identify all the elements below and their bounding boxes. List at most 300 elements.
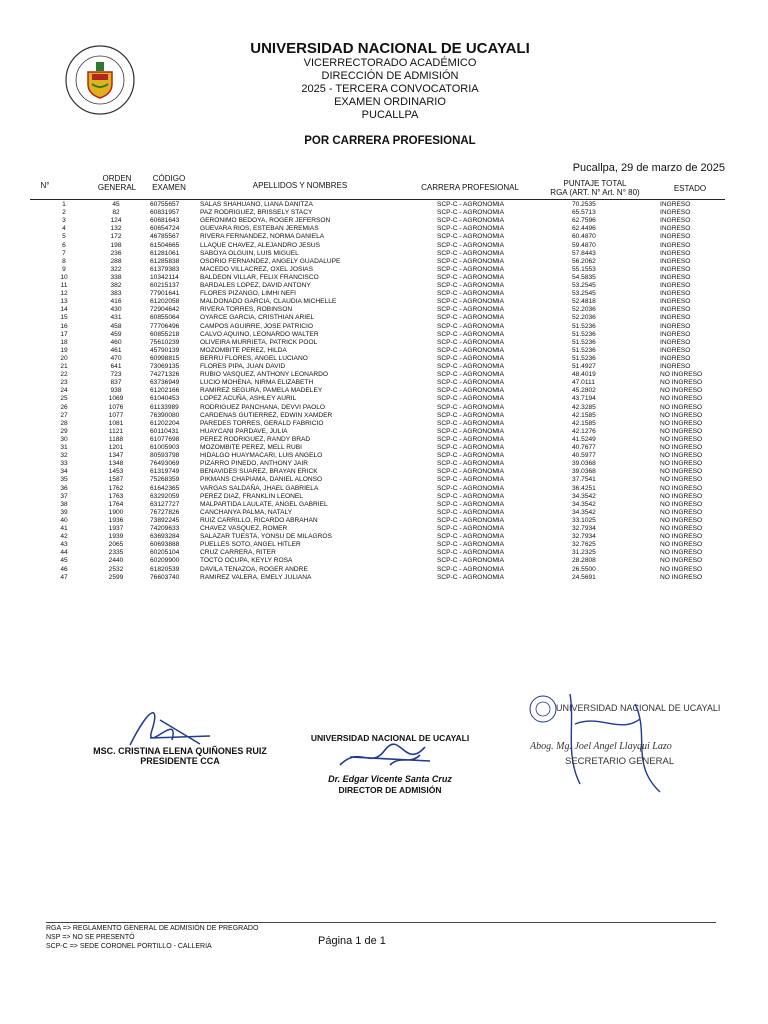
orden-general: 1900 xyxy=(108,508,124,516)
codigo-examen: 60831957 xyxy=(150,209,180,217)
apellidos-nombres: OLIVEIRA MURRIETA, PATRICK POOL xyxy=(200,338,318,346)
carrera-profesional: SCP-C - AGRONOMIA xyxy=(437,533,505,541)
col-header-n: N° xyxy=(40,181,50,190)
orden-general: 723 xyxy=(110,371,122,379)
col-header-codigo-line1: CÓDIGO xyxy=(152,174,186,183)
carrera-profesional: SCP-C - AGRONOMIA xyxy=(437,427,505,435)
carrera-profesional: SCP-C - AGRONOMIA xyxy=(437,549,505,557)
apellidos-nombres: DAVILA TENAZOA, ROGER ANDRE xyxy=(200,565,308,573)
apellidos-nombres: HIDALGO HUAYMACARI, LUIS ANGELO xyxy=(200,452,323,460)
codigo-examen: 60693888 xyxy=(150,541,180,549)
table-row xyxy=(0,355,768,363)
estado: NO INGRESO xyxy=(660,500,703,508)
carrera-profesional: SCP-C - AGRONOMIA xyxy=(437,419,505,427)
row-number: 32 xyxy=(60,452,68,460)
orden-general: 641 xyxy=(110,363,122,370)
apellidos-nombres: BARDALES LOPEZ, DAVID ANTONY xyxy=(200,282,311,289)
apellidos-nombres: RIVERA FERNANDEZ, NORMA DANIELA xyxy=(200,233,325,241)
row-number: 35 xyxy=(60,476,68,484)
call-title: 2025 - TERCERA CONVOCATORIA xyxy=(301,83,479,95)
university-title: UNIVERSIDAD NACIONAL DE UCAYALI xyxy=(250,40,530,57)
codigo-examen: 45790139 xyxy=(150,346,180,354)
orden-general: 1069 xyxy=(108,395,124,403)
table-row xyxy=(0,541,768,549)
orden-general: 1936 xyxy=(108,516,124,524)
apellidos-nombres: FLORES PIPA, JUAN DAVID xyxy=(200,363,286,370)
codigo-examen: 60855064 xyxy=(150,314,180,322)
estado: NO INGRESO xyxy=(660,371,703,379)
puntaje-total: 42.1585 xyxy=(572,411,596,419)
table-row xyxy=(0,266,768,274)
apellidos-nombres: BALDEON VILLAR, FELIX FRANCISCO xyxy=(200,273,319,281)
codigo-examen: 61202204 xyxy=(150,419,180,427)
puntaje-total: 34.3542 xyxy=(572,508,596,516)
table-row xyxy=(0,387,768,395)
estado: INGRESO xyxy=(660,249,691,257)
carrera-profesional: SCP-C - AGRONOMIA xyxy=(437,282,505,289)
carrera-profesional: SCP-C - AGRONOMIA xyxy=(437,338,505,346)
carrera-profesional: SCP-C - AGRONOMIA xyxy=(437,484,505,492)
apellidos-nombres: MACEDO VILLACREZ, OXEL JOSIAS xyxy=(200,265,313,273)
codigo-examen: 61005903 xyxy=(150,444,180,451)
row-number: 3 xyxy=(62,217,66,225)
estado: NO INGRESO xyxy=(660,484,703,492)
puntaje-total: 40.7677 xyxy=(572,444,596,451)
apellidos-nombres: PEREZ RODRIGUEZ, RANDY BRAD xyxy=(200,435,311,443)
table-row xyxy=(0,533,768,541)
puntaje-total: 51.4927 xyxy=(572,363,596,370)
orden-general: 2599 xyxy=(108,573,124,581)
table-row xyxy=(0,525,768,533)
row-number: 33 xyxy=(60,460,68,468)
left-signer-role: PRESIDENTE CCA xyxy=(140,756,220,766)
col-header-orden-line1: ORDEN xyxy=(102,174,132,183)
codigo-examen: 60110431 xyxy=(150,427,179,435)
row-number: 29 xyxy=(60,427,68,435)
codigo-examen: 63736949 xyxy=(150,379,180,387)
table-row xyxy=(0,428,768,436)
table-row xyxy=(0,436,768,444)
row-number: 31 xyxy=(60,444,68,451)
row-number: 10 xyxy=(60,273,68,281)
codigo-examen: 75268359 xyxy=(150,476,180,484)
apellidos-nombres: GERONIMO BEDOYA, ROGER JEFERSON xyxy=(200,217,331,225)
estado: INGRESO xyxy=(660,338,691,346)
row-number: 17 xyxy=(60,330,68,338)
estado: INGRESO xyxy=(660,330,691,338)
table-row xyxy=(0,250,768,258)
puntaje-total: 52.4818 xyxy=(572,298,596,306)
estado: INGRESO xyxy=(660,363,691,370)
carrera-profesional: SCP-C - AGRONOMIA xyxy=(437,306,505,314)
orden-general: 1937 xyxy=(108,525,124,532)
codigo-examen: 61285838 xyxy=(150,257,180,265)
carrera-profesional: SCP-C - AGRONOMIA xyxy=(437,379,505,387)
apellidos-nombres: BERRU FLORES, ANGEL LUCIANO xyxy=(200,354,308,362)
table-row xyxy=(0,282,768,290)
estado: INGRESO xyxy=(660,346,691,354)
puntaje-total: 39.0368 xyxy=(572,460,596,468)
apellidos-nombres: FLORES PIZANGO, LIMHI NEFI xyxy=(200,290,296,298)
row-number: 28 xyxy=(60,419,68,427)
table-row xyxy=(0,476,768,484)
orden-general: 338 xyxy=(110,273,122,281)
row-number: 38 xyxy=(60,500,68,508)
codigo-examen: 76727826 xyxy=(150,508,180,516)
right-signer-role: SECRETARIO GENERAL xyxy=(565,756,675,767)
codigo-examen: 61202058 xyxy=(150,298,180,306)
estado: NO INGRESO xyxy=(660,533,703,541)
codigo-examen: 61319749 xyxy=(150,468,180,476)
row-number: 45 xyxy=(60,557,68,565)
row-number: 21 xyxy=(60,363,68,370)
apellidos-nombres: CALVO AQUINO, LEONARDO WALTER xyxy=(200,330,319,338)
carrera-profesional: SCP-C - AGRONOMIA xyxy=(437,476,505,484)
orden-general: 460 xyxy=(110,338,122,346)
table-row xyxy=(0,379,768,387)
header-rule xyxy=(30,199,725,200)
estado: INGRESO xyxy=(660,241,691,249)
estado: INGRESO xyxy=(660,257,691,265)
carrera-profesional: SCP-C - AGRONOMIA xyxy=(437,492,505,500)
codigo-examen: 73069135 xyxy=(150,363,180,370)
table-row xyxy=(0,452,768,460)
apellidos-nombres: PIKMANS CHAPIAMA, DANIEL ALONSO xyxy=(200,476,323,484)
row-number: 19 xyxy=(60,346,68,354)
estado: NO INGRESO xyxy=(660,476,703,484)
footer-note-scpc: SCP-C => SEDE CORONEL PORTILLO - CALLERIA xyxy=(46,943,212,950)
table-row xyxy=(0,298,768,306)
orden-general: 2440 xyxy=(108,557,124,565)
orden-general: 172 xyxy=(110,233,122,241)
col-header-puntaje xyxy=(540,179,650,197)
left-signer-name: MSC. CRISTINA ELENA QUIÑONES RUIZ xyxy=(93,746,267,756)
apellidos-nombres: CAMPOS AGUIRRE, JOSE PATRICIO xyxy=(200,322,313,330)
table-row xyxy=(0,347,768,355)
estado: INGRESO xyxy=(660,354,691,362)
estado: INGRESO xyxy=(660,298,691,306)
estado: NO INGRESO xyxy=(660,411,703,419)
table-row xyxy=(0,557,768,565)
table-row xyxy=(0,460,768,468)
col-header-orden xyxy=(92,174,142,192)
carrera-profesional: SCP-C - AGRONOMIA xyxy=(437,516,505,524)
table-row xyxy=(0,485,768,493)
col-header-codigo-line2: EXAMEN xyxy=(152,183,186,192)
puntaje-total: 51.5236 xyxy=(572,346,596,354)
row-number: 18 xyxy=(60,338,68,346)
row-number: 22 xyxy=(60,371,68,379)
apellidos-nombres: MALDONADO GARCIA, CLAUDIA MICHELLE xyxy=(200,298,337,306)
estado: INGRESO xyxy=(660,265,691,273)
puntaje-total: 53.2545 xyxy=(572,282,596,289)
carrera-profesional: SCP-C - AGRONOMIA xyxy=(437,387,505,395)
footer-rule xyxy=(46,922,716,923)
estado: NO INGRESO xyxy=(660,460,703,468)
center-signer-name: Dr. Edgar Vicente Santa Cruz xyxy=(328,774,452,784)
table-row xyxy=(0,217,768,225)
table-row xyxy=(0,371,768,379)
row-number: 12 xyxy=(60,290,68,298)
table-row xyxy=(0,404,768,412)
apellidos-nombres: RAMIREZ VALERA, EMELY JULIANA xyxy=(200,573,312,581)
estado: NO INGRESO xyxy=(660,427,703,435)
estado: NO INGRESO xyxy=(660,468,703,476)
section-title: POR CARRERA PROFESIONAL xyxy=(304,135,476,147)
right-signer-name: Abog. Mg. Joel Angel Llayqui Lazo xyxy=(530,741,672,752)
carrera-profesional: SCP-C - AGRONOMIA xyxy=(437,249,505,257)
codigo-examen: 63693284 xyxy=(150,533,180,541)
col-header-carrera: CARRERA PROFESIONAL xyxy=(421,183,519,192)
puntaje-total: 24.5691 xyxy=(572,573,596,581)
row-number: 41 xyxy=(60,525,68,532)
carrera-profesional: SCP-C - AGRONOMIA xyxy=(437,403,505,411)
row-number: 15 xyxy=(60,314,68,322)
carrera-profesional: SCP-C - AGRONOMIA xyxy=(437,241,505,249)
puntaje-total: 40.5977 xyxy=(572,452,596,460)
estado: NO INGRESO xyxy=(660,379,703,387)
carrera-profesional: SCP-C - AGRONOMIA xyxy=(437,273,505,281)
carrera-profesional: SCP-C - AGRONOMIA xyxy=(437,354,505,362)
row-number: 36 xyxy=(60,484,68,492)
puntaje-total: 57.8443 xyxy=(572,249,596,257)
row-number: 13 xyxy=(60,298,68,306)
estado: INGRESO xyxy=(660,225,691,233)
estado: NO INGRESO xyxy=(660,565,703,573)
orden-general: 1453 xyxy=(108,468,124,476)
estado: NO INGRESO xyxy=(660,516,703,524)
table-row xyxy=(0,420,768,428)
table-row xyxy=(0,549,768,557)
estado: NO INGRESO xyxy=(660,387,703,395)
carrera-profesional: SCP-C - AGRONOMIA xyxy=(437,444,505,451)
estado: NO INGRESO xyxy=(660,549,703,557)
table-row xyxy=(0,501,768,509)
estado: INGRESO xyxy=(660,217,691,225)
table-row xyxy=(0,314,768,322)
codigo-examen: 75610239 xyxy=(150,338,180,346)
carrera-profesional: SCP-C - AGRONOMIA xyxy=(437,363,505,370)
apellidos-nombres: CANCHANYA PALMA, NATALY xyxy=(200,508,293,516)
row-number: 46 xyxy=(60,565,68,573)
puntaje-total: 52.2036 xyxy=(572,306,596,314)
codigo-examen: 60998815 xyxy=(150,354,180,362)
table-row xyxy=(0,566,768,574)
puntaje-total: 34.3542 xyxy=(572,500,596,508)
apellidos-nombres: TOCTO OCUPA, KEYLY ROSA xyxy=(200,557,293,565)
puntaje-total: 43.7194 xyxy=(572,395,596,403)
orden-general: 459 xyxy=(110,330,122,338)
apellidos-nombres: CARDENAS GUTIERREZ, EDWIN XAMDER xyxy=(200,411,333,419)
puntaje-total: 65.5713 xyxy=(572,209,596,217)
puntaje-total: 31.2325 xyxy=(572,549,596,557)
carrera-profesional: SCP-C - AGRONOMIA xyxy=(437,290,505,298)
puntaje-total: 51.5236 xyxy=(572,354,596,362)
apellidos-nombres: RUBIO VASQUEZ, ANTHONY LEONARDO xyxy=(200,371,328,379)
orden-general: 45 xyxy=(112,201,120,208)
orden-general: 1939 xyxy=(108,533,124,541)
orden-general: 430 xyxy=(110,306,122,314)
estado: NO INGRESO xyxy=(660,525,703,532)
carrera-profesional: SCP-C - AGRONOMIA xyxy=(437,314,505,322)
puntaje-total: 54.5835 xyxy=(572,273,596,281)
codigo-examen: 74271326 xyxy=(150,371,180,379)
apellidos-nombres: MOZOMBITE PEREZ, MELL RUBI xyxy=(200,444,302,451)
table-row xyxy=(0,323,768,331)
codigo-examen: 60215137 xyxy=(150,282,180,289)
orden-general: 322 xyxy=(110,265,122,273)
codigo-examen: 76603740 xyxy=(150,573,180,581)
estado: INGRESO xyxy=(660,314,691,322)
row-number: 11 xyxy=(60,282,68,289)
row-number: 23 xyxy=(60,379,68,387)
orden-general: 132 xyxy=(110,225,122,233)
page-number: Página 1 de 1 xyxy=(318,935,386,947)
row-number: 1 xyxy=(62,201,66,208)
table-row xyxy=(0,306,768,314)
carrera-profesional: SCP-C - AGRONOMIA xyxy=(437,265,505,273)
puntaje-total: 62.7596 xyxy=(572,217,596,225)
row-number: 7 xyxy=(62,249,66,257)
orden-general: 938 xyxy=(110,387,122,395)
row-number: 2 xyxy=(62,209,66,217)
orden-general: 470 xyxy=(110,354,122,362)
puntaje-total: 41.5249 xyxy=(572,435,596,443)
table-row xyxy=(0,258,768,266)
row-number: 40 xyxy=(60,516,68,524)
carrera-profesional: SCP-C - AGRONOMIA xyxy=(437,298,505,306)
puntaje-total: 32.7934 xyxy=(572,533,596,541)
apellidos-nombres: PAREDES TORRES, GERALD FABRICIO xyxy=(200,419,324,427)
row-number: 34 xyxy=(60,468,68,476)
apellidos-nombres: PUELLES SOTO, ANGEL HITLER xyxy=(200,541,301,549)
orden-general: 2532 xyxy=(108,565,124,573)
orden-general: 82 xyxy=(112,209,120,217)
carrera-profesional: SCP-C - AGRONOMIA xyxy=(437,257,505,265)
carrera-profesional: SCP-C - AGRONOMIA xyxy=(437,209,505,217)
row-number: 43 xyxy=(60,541,68,549)
row-number: 37 xyxy=(60,492,68,500)
carrera-profesional: SCP-C - AGRONOMIA xyxy=(437,225,505,233)
carrera-profesional: SCP-C - AGRONOMIA xyxy=(437,411,505,419)
carrera-profesional: SCP-C - AGRONOMIA xyxy=(437,371,505,379)
puntaje-total: 51.5236 xyxy=(572,322,596,330)
table-row xyxy=(0,468,768,476)
row-number: 24 xyxy=(60,387,68,395)
orden-general: 1348 xyxy=(108,460,124,468)
estado: INGRESO xyxy=(660,322,691,330)
estado: NO INGRESO xyxy=(660,403,703,411)
estado: INGRESO xyxy=(660,282,691,289)
orden-general: 236 xyxy=(110,249,122,257)
row-number: 26 xyxy=(60,403,68,411)
estado: NO INGRESO xyxy=(660,541,703,549)
center-institution: UNIVERSIDAD NACIONAL DE UCAYALI xyxy=(310,733,470,743)
apellidos-nombres: PEREZ DIAZ, FRANKLIN LEONEL xyxy=(200,492,303,500)
apellidos-nombres: GUEVARA RIOS, ESTEBAN JEREMIAS xyxy=(200,225,319,233)
codigo-examen: 61504665 xyxy=(150,241,180,249)
row-number: 9 xyxy=(62,265,66,273)
left-signature xyxy=(90,700,270,750)
puntaje-total: 26.5500 xyxy=(572,565,596,573)
codigo-examen: 61202166 xyxy=(150,387,180,395)
city: PUCALLPA xyxy=(361,109,419,121)
carrera-profesional: SCP-C - AGRONOMIA xyxy=(437,233,505,241)
carrera-profesional: SCP-C - AGRONOMIA xyxy=(437,460,505,468)
carrera-profesional: SCP-C - AGRONOMIA xyxy=(437,452,505,460)
col-header-estado: ESTADO xyxy=(673,184,707,193)
carrera-profesional: SCP-C - AGRONOMIA xyxy=(437,557,505,565)
carrera-profesional: SCP-C - AGRONOMIA xyxy=(437,500,505,508)
codigo-examen: 76390080 xyxy=(150,411,180,419)
apellidos-nombres: CHAVEZ VASQUEZ, ROMER xyxy=(200,525,288,532)
carrera-profesional: SCP-C - AGRONOMIA xyxy=(437,346,505,354)
codigo-examen: 61820539 xyxy=(150,565,180,573)
estado: INGRESO xyxy=(660,290,691,298)
puntaje-total: 33.1025 xyxy=(572,516,596,524)
right-institution: UNIVERSIDAD NACIONAL DE UCAYALI xyxy=(556,703,721,713)
table-row xyxy=(0,412,768,420)
puntaje-total: 55.1553 xyxy=(572,265,596,273)
col-header-puntaje-line1: PUNTAJE TOTAL xyxy=(563,179,627,188)
estado: NO INGRESO xyxy=(660,452,703,460)
apellidos-nombres: RIVERA TORRES, ROBINSON xyxy=(200,306,293,314)
apellidos-nombres: VARGAS SALDAÑA, JHAEL GABRIELA xyxy=(200,484,319,492)
apellidos-nombres: MALPARTIDA LAULATE, ANGEL GABRIEL xyxy=(200,500,328,508)
row-number: 16 xyxy=(60,322,68,330)
row-number: 44 xyxy=(60,549,68,557)
carrera-profesional: SCP-C - AGRONOMIA xyxy=(437,201,505,208)
orden-general: 461 xyxy=(110,346,122,354)
apellidos-nombres: PAZ RODRIGUEZ, BRISSELY STACY xyxy=(200,209,313,217)
table-row xyxy=(0,201,768,209)
col-header-apellidos: APELLIDOS Y NOMBRES xyxy=(252,181,348,190)
puntaje-total: 34.3542 xyxy=(572,492,596,500)
orden-general: 1081 xyxy=(108,419,124,427)
table-row xyxy=(0,444,768,452)
apellidos-nombres: RODRIGUEZ PANCHANA, DEVVI PAOLO xyxy=(200,403,326,411)
row-number: 5 xyxy=(62,233,66,241)
orden-general: 198 xyxy=(110,241,122,249)
puntaje-total: 36.4251 xyxy=(572,484,596,492)
table-row xyxy=(0,209,768,217)
carrera-profesional: SCP-C - AGRONOMIA xyxy=(437,217,505,225)
footer-note-nsp: NSP => NO SE PRESENTÓ xyxy=(46,934,135,941)
row-number: 27 xyxy=(60,411,68,419)
codigo-examen: 61077698 xyxy=(150,435,180,443)
orden-general: 1762 xyxy=(108,484,124,492)
codigo-examen: 60205104 xyxy=(150,549,180,557)
estado: INGRESO xyxy=(660,209,691,217)
apellidos-nombres: LLAQUE CHAVEZ, ALEJANDRO JESUS xyxy=(200,241,321,249)
codigo-examen: 77901641 xyxy=(150,290,180,298)
row-number: 20 xyxy=(60,354,68,362)
estado: INGRESO xyxy=(660,233,691,241)
orden-general: 288 xyxy=(110,257,122,265)
table-row xyxy=(0,493,768,501)
puntaje-total: 56.2062 xyxy=(572,257,596,265)
orden-general: 1188 xyxy=(108,435,124,443)
estado: NO INGRESO xyxy=(660,395,703,403)
codigo-examen: 76493069 xyxy=(150,460,180,468)
orden-general: 458 xyxy=(110,322,122,330)
apellidos-nombres: SABOYA OLGUIN, LUIS MIGUEL xyxy=(200,249,299,257)
table-row xyxy=(0,290,768,298)
row-number: 47 xyxy=(60,573,68,581)
carrera-profesional: SCP-C - AGRONOMIA xyxy=(437,541,505,549)
carrera-profesional: SCP-C - AGRONOMIA xyxy=(437,565,505,573)
codigo-examen: 60855218 xyxy=(150,330,180,338)
